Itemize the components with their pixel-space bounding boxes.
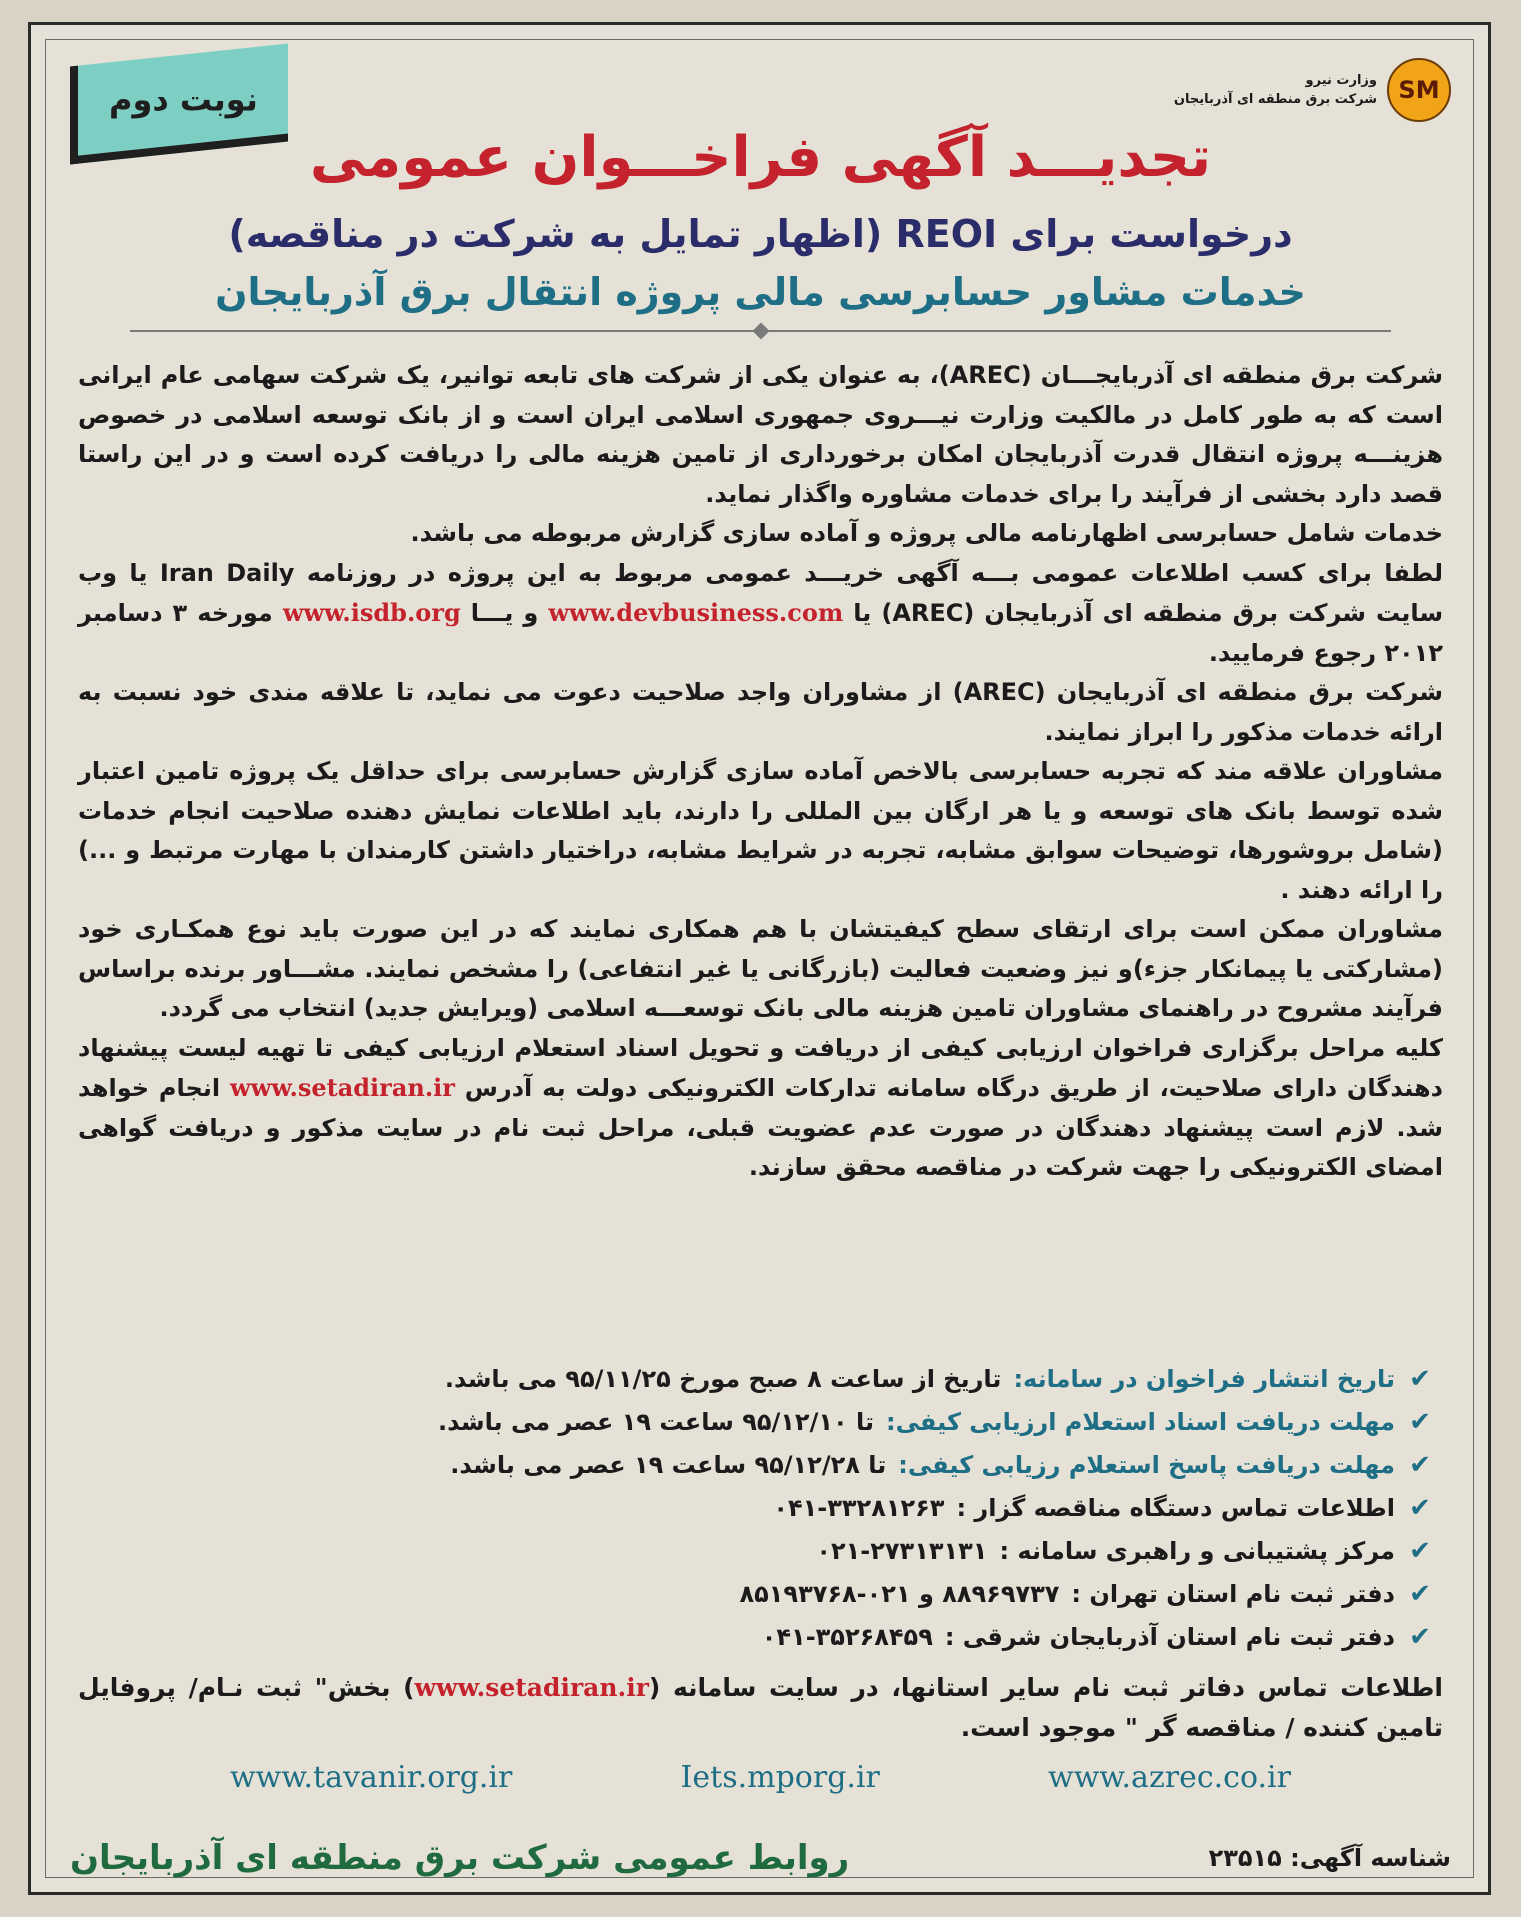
list-item: ✔ مهلت دریافت اسناد استعلام ارزیابی کیفی: تا ۹۵/۱۲/۱۰ ساعت ۱۹ عصر می باشد. <box>120 1401 1433 1444</box>
list-item: ✔ اطلاعات تماس دستگاه مناقصه گزار : ۰۴۱-۳۳۲۸۱۲۶۳ <box>120 1487 1433 1530</box>
ad-id: شناسه آگهی: ۲۳۵۱۵ <box>1208 1844 1451 1872</box>
check-icon: ✔ <box>1409 1450 1431 1480</box>
paragraph-process: کلیه مراحل برگزاری فراخوان ارزیابی کیفی از دریافت و تحویل اسناد استعلام ارزیابی کیفی تا تهیه لیست پیشنهاد دهندگان دارای صلاحیت، از طریق درگاه سامانه تدارکات الکترونیکی دولت به آدرس www.setadiran.ir انجام خواهد شد. لازم است پیشنهاد دهندگان در صورت عدم عضویت قبلی، مراحل ثبت نام در سایت مذکور و دریافت گواهی امضای الکترونیکی را جهت شرکت در مناقصه محقق سازند. <box>78 1033 1443 1181</box>
title-divider <box>130 330 1391 332</box>
check-icon: ✔ <box>1409 1493 1431 1523</box>
azrec-website-link[interactable]: www.azrec.co.ir <box>1048 1760 1291 1795</box>
check-icon: ✔ <box>1409 1364 1431 1394</box>
tavanir-website-link[interactable]: www.tavanir.org.ir <box>230 1760 513 1795</box>
power-company-logo-icon: SM <box>1387 58 1451 122</box>
paragraph-invitation: شرکت برق منطقه ای آذربایجان (AREC) از مشاوران واجد صلاحیت دعوت می نماید، تا علاقه مندی خود نسبت به ارائه خدمات مذکور را ابراز نمایند. <box>78 678 1443 746</box>
paragraph-services: خدمات شامل حسابرسی اظهارنامه مالی پروژه و آماده سازی گزارش مربوطه می باشد. <box>410 519 1443 547</box>
isdb-link[interactable]: www.isdb.org <box>282 598 461 627</box>
notice-subtitle-2: خدمات مشاور حسابرسی مالی پروژه انتقال برق آذربایجان <box>215 270 1306 314</box>
list-item: ✔ مهلت دریافت پاسخ استعلام رزیابی کیفی: تا ۹۵/۱۲/۲۸ ساعت ۱۹ عصر می باشد. <box>120 1444 1433 1487</box>
notice-body <box>78 356 1443 1188</box>
round-badge-label: نوبت دوم <box>108 80 258 119</box>
check-icon: ✔ <box>1409 1536 1431 1566</box>
check-icon: ✔ <box>1409 1622 1431 1652</box>
paragraph-intro: شرکت برق منطقه ای آذربایجـــان (AREC)، به عنوان یکی از شرکت های تابعه توانیر، یک شرکت سهامی عام ایرانی است که به طور کامل در مالکیت وزارت نیـــروی جمهوری اسلامی ایران است و از بانک توسعه اسلامی در خصوص هزینـــه پروژه انتقال قدرت آذربایجان امکان برخورداری از تامین هزینه مالی را دریافت کرده است و در این راستا قصد دارد بخشی از فرآیند را برای خدمات مشاوره واگذار نماید. <box>78 361 1443 508</box>
list-item: ✔ دفتر ثبت نام استان آذربایجان شرقی : ۰۴۱-۳۵۲۶۸۴۵۹ <box>120 1616 1433 1659</box>
paragraph-requirements: مشاوران علاقه مند که تجربه حسابرسی بالاخص آماده سازی گزارش حسابرسی برای حداقل یک پروژه تامین اعتبار شده توسط بانک های توسعه و یا هر ارگان بین المللی را دارند، باید اطلاعات نمایش دهنده صلاحیت انجام خدمات (شامل بروشورها، توضیحات سوابق مشابه، تجربه در شرایط مشابه، دراختیار داشتن کارمندان با مهارت مرتبط و ...) را ارائه دهند . <box>78 757 1443 904</box>
setadiran-link[interactable]: www.setadiran.ir <box>229 1073 455 1102</box>
logo-line-1: وزارت نیرو <box>1305 73 1377 88</box>
key-dates-list <box>120 1358 1433 1659</box>
notice-title: تجدیـــد آگهی فراخـــوان عمومی <box>309 125 1212 190</box>
list-item: ✔ مرکز پشتیبانی و راهبری سامانه : ۰۲۱-۲۷۳۱۳۱۳۱ <box>120 1530 1433 1573</box>
paragraph-info: لطفا برای کسب اطلاعات عمومی بـــه آگهی خریـــد عمومی مربوط به این پروژه در روزنامه Iran Daily یا وب سایت شرکت برق منطقه ای آذربایجان (AREC) یا www.devbusiness.com و یـــا www.isdb.org مورخه ۳ دسامبر ۲۰۱۲ رجوع فرمایید. <box>78 558 1444 667</box>
ministry-logo <box>1174 58 1451 122</box>
footer-bar <box>70 1830 1451 1886</box>
check-icon: ✔ <box>1409 1579 1431 1609</box>
list-item: ✔ تاریخ انتشار فراخوان در سامانه: تاریخ از ساعت ۸ صبح مورخ ۹۵/۱۱/۲۵ می باشد. <box>120 1358 1433 1401</box>
list-item: ✔ دفتر ثبت نام استان تهران : ۸۸۹۶۹۷۳۷ و ۰۲۱-۸۵۱۹۳۷۶۸ <box>120 1573 1433 1616</box>
provinces-note: اطلاعات تماس دفاتر ثبت نام سایر استانها، در سایت سامانه (www.setadiran.ir) بخش" ثبت نـام/ پروفایل تامین کننده / مناقصه گر " موجود است. <box>78 1673 1443 1742</box>
iets-website-link[interactable]: Iets.mporg.ir <box>680 1760 880 1795</box>
setadiran-footer-link[interactable]: www.setadiran.ir <box>414 1673 649 1702</box>
notice-subtitle-1: درخواست برای REOI (اظهار تمایل به شرکت در مناقصه) <box>228 212 1293 256</box>
devbusiness-link[interactable]: www.devbusiness.com <box>548 598 844 627</box>
logo-line-2: شرکت برق منطقه ای آذربایجان <box>1173 92 1377 107</box>
websites-row <box>230 1760 1291 1804</box>
check-icon: ✔ <box>1409 1407 1431 1437</box>
paragraph-cooperation: مشاوران ممکن است برای ارتقای سطح کیفیتشان با هم همکاری نمایند که در این صورت باید نوع همکـاری خود (مشارکتی یا پیمانکار جزء)و نیز وضعیت فعالیت (بازرگانی یا غیر انتفاعی) را مشخص نمایند. مشـــاور برنده براساس فرآیند مشروح در راهنمای مشاوران تامین هزینه مالی بانک توسعـــه اسلامی (ویرایش جدید) انتخاب می گردد. <box>78 915 1443 1022</box>
public-relations-signature: روابط عمومی شرکت برق منطقه ای آذربایجان <box>70 1838 850 1878</box>
